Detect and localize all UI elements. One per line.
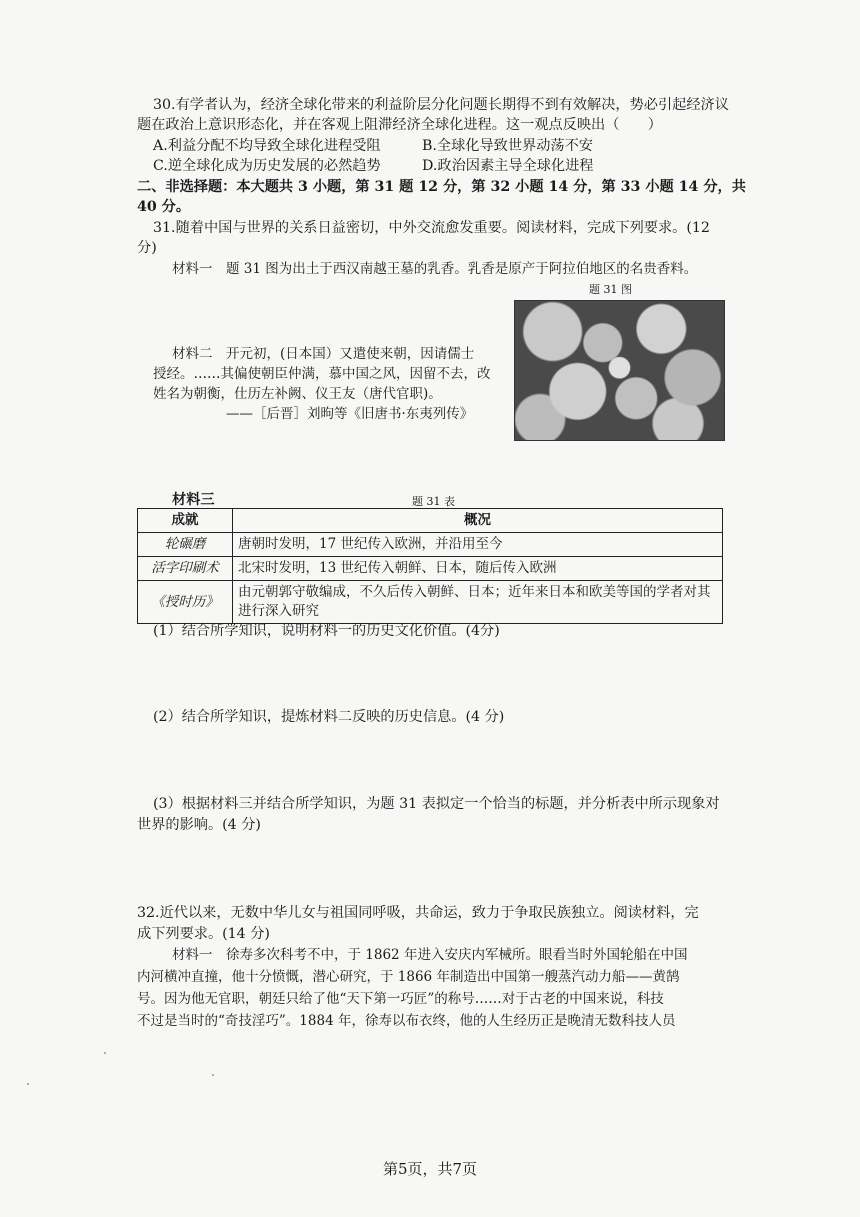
- table-row: [138, 557, 723, 581]
- q30-stem-line-2: 题在政治上意识形态化，并在客观上阻滞经济全球化进程。这一观点反映出（ ）: [137, 117, 662, 133]
- q32-stem-line-1: 32.近代以来，无数中华儿女与祖国同呼吸，共命运，致力于争取民族独立。阅读材料，完: [137, 905, 699, 921]
- q32-stem-line-2: 成下列要求。(14 分): [137, 926, 270, 942]
- q32-material1-line-2: 内河横冲直撞，他十分愤慨，潜心研究，于 1866 年制造出中国第一艘蒸汽动力船——黄鹄: [137, 969, 680, 985]
- q31-subquestion-3-line-1: (3）根据材料三并结合所学知识，为题 31 表拟定一个恰当的标题，并分析表中所示现象对: [153, 796, 720, 812]
- scan-speck: [104, 1052, 106, 1054]
- q31-material3-label: 材料三: [172, 492, 215, 508]
- frankincense-photo: [514, 300, 725, 441]
- table-cell-name: 活字印刷术: [138, 557, 233, 581]
- table-cell-desc: 北宋时发明，13 世纪传入朝鲜、日本，随后传入欧洲: [233, 557, 723, 581]
- q30-option-d: D.政治因素主导全球化进程: [422, 158, 594, 174]
- q31-subquestion-3-line-2: 世界的影响。(4 分): [137, 817, 261, 833]
- section2-heading-line-2: 40 分。: [137, 199, 191, 215]
- q30-option-a: A.利益分配不均导致全球化进程受阻: [153, 138, 381, 154]
- table-header-achievement: 成就: [138, 509, 233, 533]
- table-cell-name: 《授时历》: [138, 581, 233, 624]
- scan-speck: [212, 1074, 214, 1076]
- q31-material2-line-1: 材料二 开元初，(日本国）又遣使来朝，因请儒士: [172, 346, 475, 362]
- q31-material1: 材料一 题 31 图为出土于西汉南越王墓的乳香。乳香是原产于阿拉伯地区的名贵香料。: [172, 261, 698, 277]
- table-cell-name: 轮碾磨: [138, 533, 233, 557]
- section2-heading-line-1: 二、非选择题：本大题共 3 小题，第 31 题 12 分，第 32 小题 14 分，第 33 小题 14 分，共: [137, 179, 746, 195]
- q31-table: [137, 508, 723, 624]
- q31-material2-line-3: 姓名为朝衡，仕历左补阙、仪王友（唐代官职)。: [153, 386, 442, 402]
- q31-material2-line-2: 授经。……其偏使朝臣仲满，慕中国之风，因留不去，改: [153, 366, 491, 382]
- q32-material1-line-1: 材料一 徐寿多次科考不中，于 1862 年进入安庆内军械所。眼看当时外国轮船在中国: [172, 947, 688, 963]
- q31-stem-line-1: 31.随着中国与世界的关系日益密切，中外交流愈发重要。阅读材料，完成下列要求。(12: [153, 220, 710, 236]
- q31-stem-line-2: 分): [137, 240, 157, 256]
- q31-subquestion-2: (2）结合所学知识，提炼材料二反映的历史信息。(4 分): [153, 709, 505, 725]
- q30-option-c: C.逆全球化成为历史发展的必然趋势: [153, 158, 381, 174]
- scan-speck: [27, 1083, 29, 1085]
- table-row: [138, 581, 723, 624]
- figure-caption: 题 31 图: [589, 283, 632, 296]
- page-number-footer: 第5页，共7页: [382, 1160, 478, 1178]
- q30-stem-line-1: 30.有学者认为，经济全球化带来的利益阶层分化问题长期得不到有效解决，势必引起经济议: [153, 97, 729, 113]
- q32-material1-line-4: 不过是当时的“奇技淫巧”。1884 年，徐寿以布衣终，他的人生经历正是晚清无数科技人员: [137, 1013, 676, 1029]
- q31-subquestion-1: (1）结合所学知识，说明材料一的历史文化价值。(4分): [153, 623, 500, 639]
- table-cell-desc: 唐朝时发明，17 世纪传入欧洲，并沿用至今: [233, 533, 723, 557]
- q31-material2-source: ——［后晋］刘昫等《旧唐书·东夷列传》: [226, 406, 474, 422]
- table-header-overview: 概况: [233, 509, 723, 533]
- q30-option-b: B.全球化导致世界动荡不安: [422, 138, 593, 154]
- table-cell-desc: 由元朝郭守敬编成，不久后传入朝鲜、日本；近年来日本和欧美等国的学者对其进行深入研究: [233, 581, 723, 624]
- q32-material1-line-3: 号。因为他无官职，朝廷只给了他“天下第一巧匠”的称号……对于古老的中国来说，科技: [137, 991, 664, 1007]
- table-caption: 题 31 表: [412, 495, 455, 508]
- table-row: [138, 533, 723, 557]
- table-header-row: [138, 509, 723, 533]
